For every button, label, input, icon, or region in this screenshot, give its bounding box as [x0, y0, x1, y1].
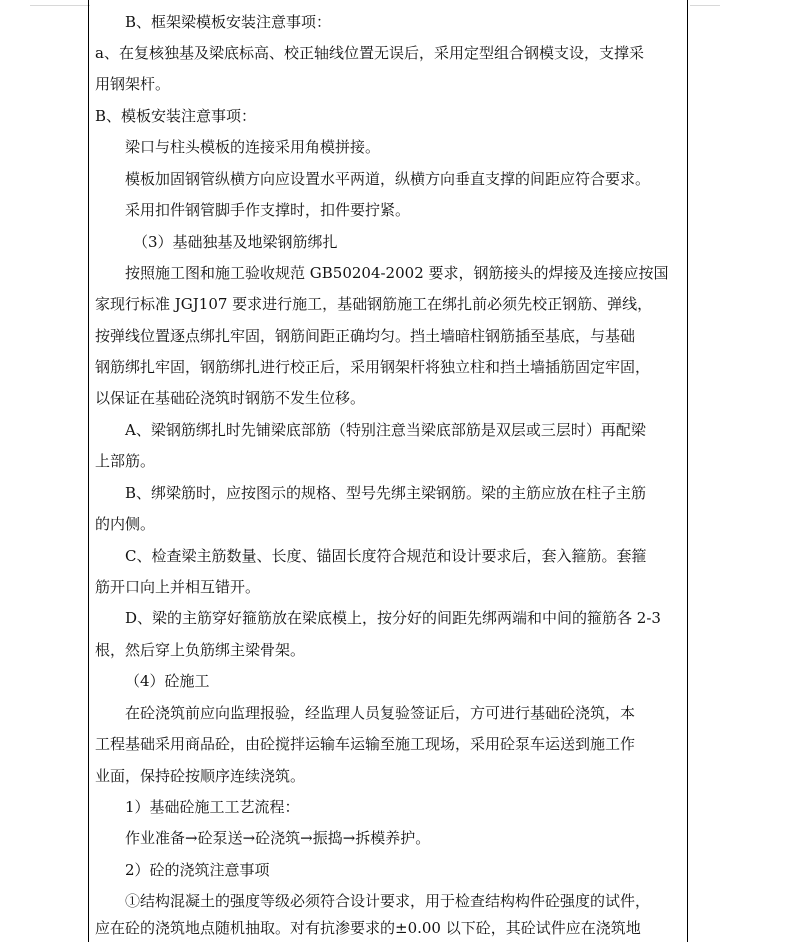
section-heading: （4）砼施工: [125, 672, 210, 690]
subsection-heading: 1）基础砼施工工艺流程：: [125, 798, 300, 816]
text-line: 在砼浇筑前应向监理报验，经监理人员复验签证后，方可进行基础砼浇筑，本: [125, 704, 636, 722]
subsection-heading: 2）砼的浇筑注意事项: [125, 861, 270, 879]
text-line: 上部筋。: [95, 452, 156, 470]
text-line: A、梁钢筋绑扎时先铺梁底部筋（特别注意当梁底部筋是双层或三层时）再配梁: [125, 421, 646, 439]
text-line: 用钢架杆。: [95, 75, 171, 93]
text-line: B、框架梁模板安装注意事项：: [125, 13, 332, 31]
text-line: 业面，保持砼按顺序连续浇筑。: [95, 767, 306, 785]
text-line: 作业准备→砼泵送→砼浇筑→振捣→拆模养护。: [125, 829, 431, 847]
text-line: C、检查梁主筋数量、长度、锚固长度符合规范和设计要求后，套入箍筋。套箍: [125, 547, 647, 565]
text-line: 按照施工图和施工验收规范 GB50204-2002 要求，钢筋接头的焊接及连接应按国: [125, 264, 669, 282]
text-line: a、在复核独基及梁底标高、校正轴线位置无误后，采用定型组合钢模支设，支撑采: [95, 44, 644, 62]
text-line: 筋开口向上并相互错开。: [95, 578, 261, 596]
text-line: B、模板安装注意事项：: [95, 107, 257, 125]
text-line: 梁口与柱头模板的连接采用角模拼接。: [125, 138, 381, 156]
text-line: D、梁的主筋穿好箍筋放在梁底模上，按分好的间距先绑两端和中间的箍筋各 2-3: [125, 609, 661, 627]
page-margin-guide-left: [30, 0, 90, 6]
page-margin-guide-right: [690, 0, 720, 6]
text-line: 按弹线位置逐点绑扎牢固，钢筋间距正确均匀。挡土墙暗柱钢筋插至基底，与基础: [95, 327, 636, 345]
text-line: 采用扣件钢管脚手作支撑时，扣件要拧紧。: [125, 201, 411, 219]
text-line: 工程基础采用商品砼，由砼搅拌运输车运输至施工现场，采用砼泵车运送到施工作: [95, 735, 636, 753]
section-heading: （3）基础独基及地梁钢筋绑扎: [133, 233, 338, 251]
text-line: 钢筋绑扎牢固，钢筋绑扎进行校正后，采用钢架杆将独立柱和挡土墙插筋固定牢固，: [95, 358, 651, 376]
text-line: 家现行标准 JGJ107 要求进行施工，基础钢筋施工在绑扎前必须先校正钢筋、弹线，: [95, 295, 653, 313]
text-line: 根，然后穿上负筋绑主梁骨架。: [95, 641, 306, 659]
text-line: 的内侧。: [95, 515, 156, 533]
text-line: 模板加固钢管纵横方向应设置水平两道，纵横方向垂直支撑的间距应符合要求。: [125, 170, 651, 188]
text-line: B、绑梁筋时，应按图示的规格、型号先绑主梁钢筋。梁的主筋应放在柱子主筋: [125, 484, 647, 502]
text-line: 以保证在基础砼浇筑时钢筋不发生位移。: [95, 389, 366, 407]
text-line: 应在砼的浇筑地点随机抽取。对有抗渗要求的±0.00 以下砼，其砼试件应在浇筑地: [95, 919, 641, 937]
text-line: ①结构混凝土的强度等级必须符合设计要求，用于检查结构构件砼强度的试件，: [125, 892, 651, 910]
